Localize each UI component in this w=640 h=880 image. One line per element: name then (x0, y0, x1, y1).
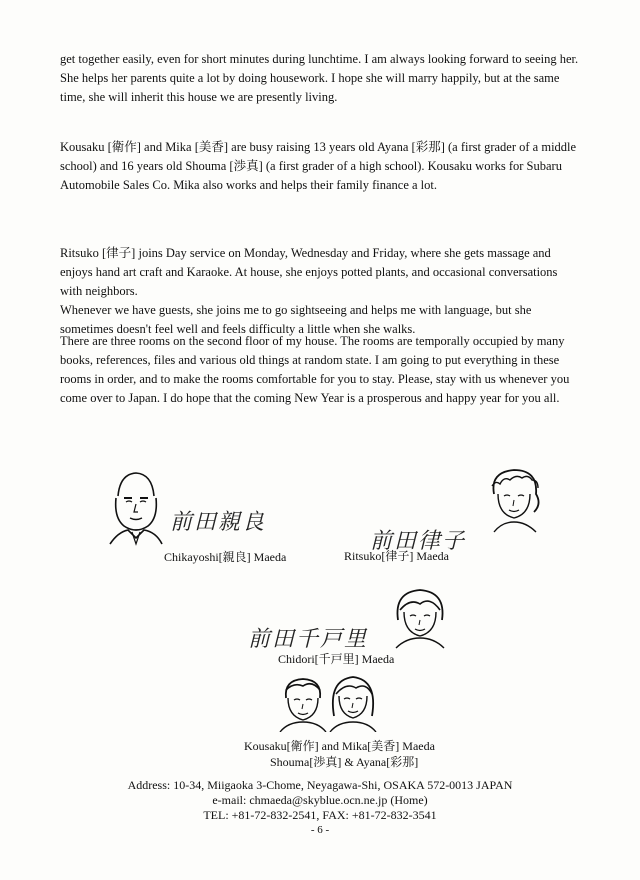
email-address: e-mail: chmaeda@skyblue.ocn.ne.jp (Home) (212, 793, 428, 807)
paragraph-text: get together easily, even for short minutes during lunchtime. I am always looking forward to seeing her. She helps her parents quite a lot by doing housework. I hope she will marry happily, but at the same time, she will inherit this house we are presently living. (60, 52, 579, 104)
chikayoshi-portrait-sketch (104, 468, 168, 546)
phone-fax: TEL: +81-72-832-2541, FAX: +81-72-832-3541 (203, 808, 437, 822)
paragraph-text: There are three rooms on the second floor of my house. The rooms are temporally occupied by many books, references, files and various old things at random state. I am going to put everything in these rooms in order, and to make the rooms comfortable for you to stay. Please, stay with us whenever you come over to Japan. I do hope that the coming New Year is a prosperous and happy year for you all. (60, 334, 570, 405)
chidori-caption: Chidori[千戸里] Maeda (278, 652, 395, 666)
ritsuko-caption: Ritsuko[律子] Maeda (344, 549, 449, 563)
paragraph-ritsuko (60, 244, 580, 339)
chidori-portrait-sketch (390, 584, 450, 650)
shouma-ayana-caption: Shouma[渉真] & Ayana[彩那] (270, 755, 419, 769)
kousaku-portrait-sketch (276, 674, 330, 732)
chidori-signature: 前田千戸里 (248, 627, 369, 652)
kousaku-mika-caption: Kousaku[衛作] and Mika[美香] Maeda (244, 739, 435, 753)
page-number: - 6 - (310, 824, 330, 836)
paragraph-chidori (60, 50, 580, 107)
paragraph-rooms (60, 332, 580, 408)
chikayoshi-signature: 前田親良 (170, 510, 267, 535)
postal-address: Address: 10-34, Miigaoka 3-Chome, Neyagawa-Shi, OSAKA 572-0013 JAPAN (127, 778, 513, 792)
address-block (0, 778, 640, 823)
paragraph-text: Kousaku [衛作] and Mika [美香] are busy raising 13 years old Ayana [彩那] (a first grader of a middle school) and 16 years old Shouma [渉真] (a first grader of a high school). Kousaku works for Subaru Automobile Sales Co. Mika also works and helps their family finance a lot. (60, 140, 577, 192)
chikayoshi-caption: Chikayoshi[親良] Maeda (164, 550, 287, 564)
mika-portrait-sketch (326, 672, 380, 732)
ritsuko-portrait-sketch (484, 464, 546, 534)
paragraph-text: Ritsuko [律子] joins Day service on Monday, Wednesday and Friday, where she gets massage and enjoys hand art craft and Karaoke. At house, she enjoys potted plants, and occasional conversations with neighbors. (60, 246, 558, 298)
paragraph-text: Whenever we have guests, she joins me to go sightseeing and helps me with language, but she sometimes doesn't feel well and feels difficulty a little when she walks. (60, 303, 532, 336)
ritsuko-signature: 前田律子 (370, 529, 467, 554)
paragraph-kousaku-mika (60, 138, 580, 195)
